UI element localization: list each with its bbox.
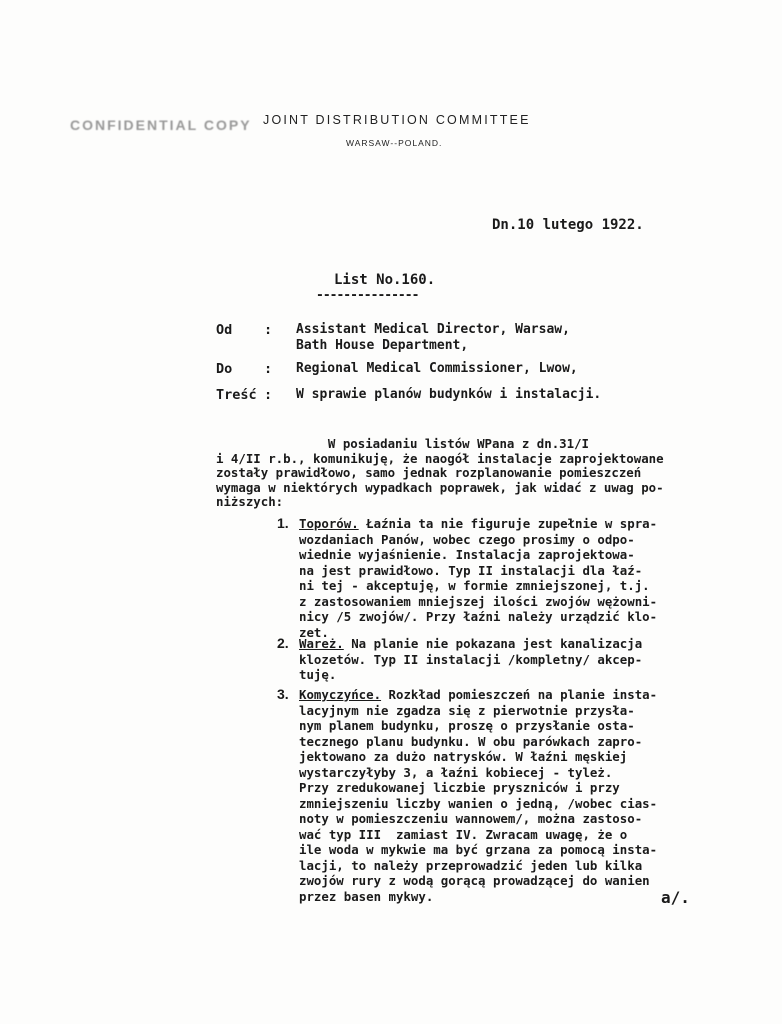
subject-label: Treść: [216, 387, 257, 403]
letter-number-underline: ---------------: [316, 288, 419, 303]
to-value: Regional Medical Commissioner, Lwow,: [296, 361, 578, 376]
from-value: Assistant Medical Director, Warsaw, Bath House Department,: [296, 322, 570, 353]
item-body: Rozkład pomieszczeń na planie insta- lacyjnym nie zgadza się z pierwotnie przysła- nym planem budynku, proszę o przysłanie osta- tecznego planu budynku. W obu parówkach zapro- jektowano za dużo natrysków. W łaźni męskiej wystarczyłyby 3, a łaźni kobiecej - tyleż. Przy zredukowanej liczbie pryszniców i przy zmniejszeniu liczby wanien o jedną, /wobec cias- noty w pomieszczeniu wannowem/, można zastoso- wać typ III zamiast IV. Zwracam uwagę, że o ile woda w mykwie ma być grzana za pomocą insta- lacji, to należy przeprowadzić jeden lub kilka zwojów rury z wodą gorącą prowadzącej do wanien przez basen mykwy.: [299, 687, 658, 904]
item-town: Komyczyńce.: [299, 687, 382, 702]
confidential-copy-stamp: CONFIDENTIAL COPY: [70, 117, 252, 133]
from-colon: :: [264, 322, 273, 338]
item-text: [299, 516, 657, 640]
subject-value: W sprawie planów budynków i instalacji.: [296, 387, 602, 402]
item-number: 2.: [277, 635, 289, 651]
letter-number: List No.160.: [334, 272, 436, 288]
letterhead-organization: JOINT DISTRIBUTION COMMITTEE: [263, 113, 531, 127]
to-colon: :: [264, 361, 273, 377]
item-body: Na planie nie pokazana jest kanalizacja klozetów. Typ II instalacji /kompletny/ akcep- tuję.: [299, 636, 643, 682]
to-label: Do: [216, 361, 233, 377]
item-number: 1.: [277, 515, 289, 531]
item-text: [299, 687, 657, 904]
item-town: Toporów.: [299, 516, 359, 531]
item-town: Wareż.: [299, 636, 344, 651]
letter-body-intro: W posiadaniu listów WPana z dn.31/I i 4/II r.b., komunikuję, że naogół instalacje zaprojektowane zostały prawidłowo, samo jednak rozplanowanie pomieszczeń wymaga w niektórych wypadkach poprawek, jak widać z uwag po- niższych:: [216, 436, 664, 509]
item-body: Łaźnia ta nie figuruje zupełnie w spra- wozdaniach Panów, wobec czego prosimy o odpo- wiednie wyjaśnienie. Instalacja zaprojektowa- na jest prawidłowo. Typ II instalacji dla łaź- ni tej - akceptuję, w formie zmniejszonej, t.j. z zastosowaniem mniejszej ilości zwojów wężowni- nicy /5 zwojów/. Przy łaźni należy urządzić klo- zet.: [299, 516, 658, 640]
from-label: Od: [216, 322, 233, 338]
letter-date: Dn.10 lutego 1922.: [492, 217, 644, 233]
subject-colon: :: [264, 387, 273, 403]
letterhead-city: WARSAW--POLAND.: [346, 138, 443, 148]
item-number: 3.: [277, 686, 289, 702]
continuation-mark: a/.: [661, 888, 690, 907]
item-text: [299, 636, 642, 683]
